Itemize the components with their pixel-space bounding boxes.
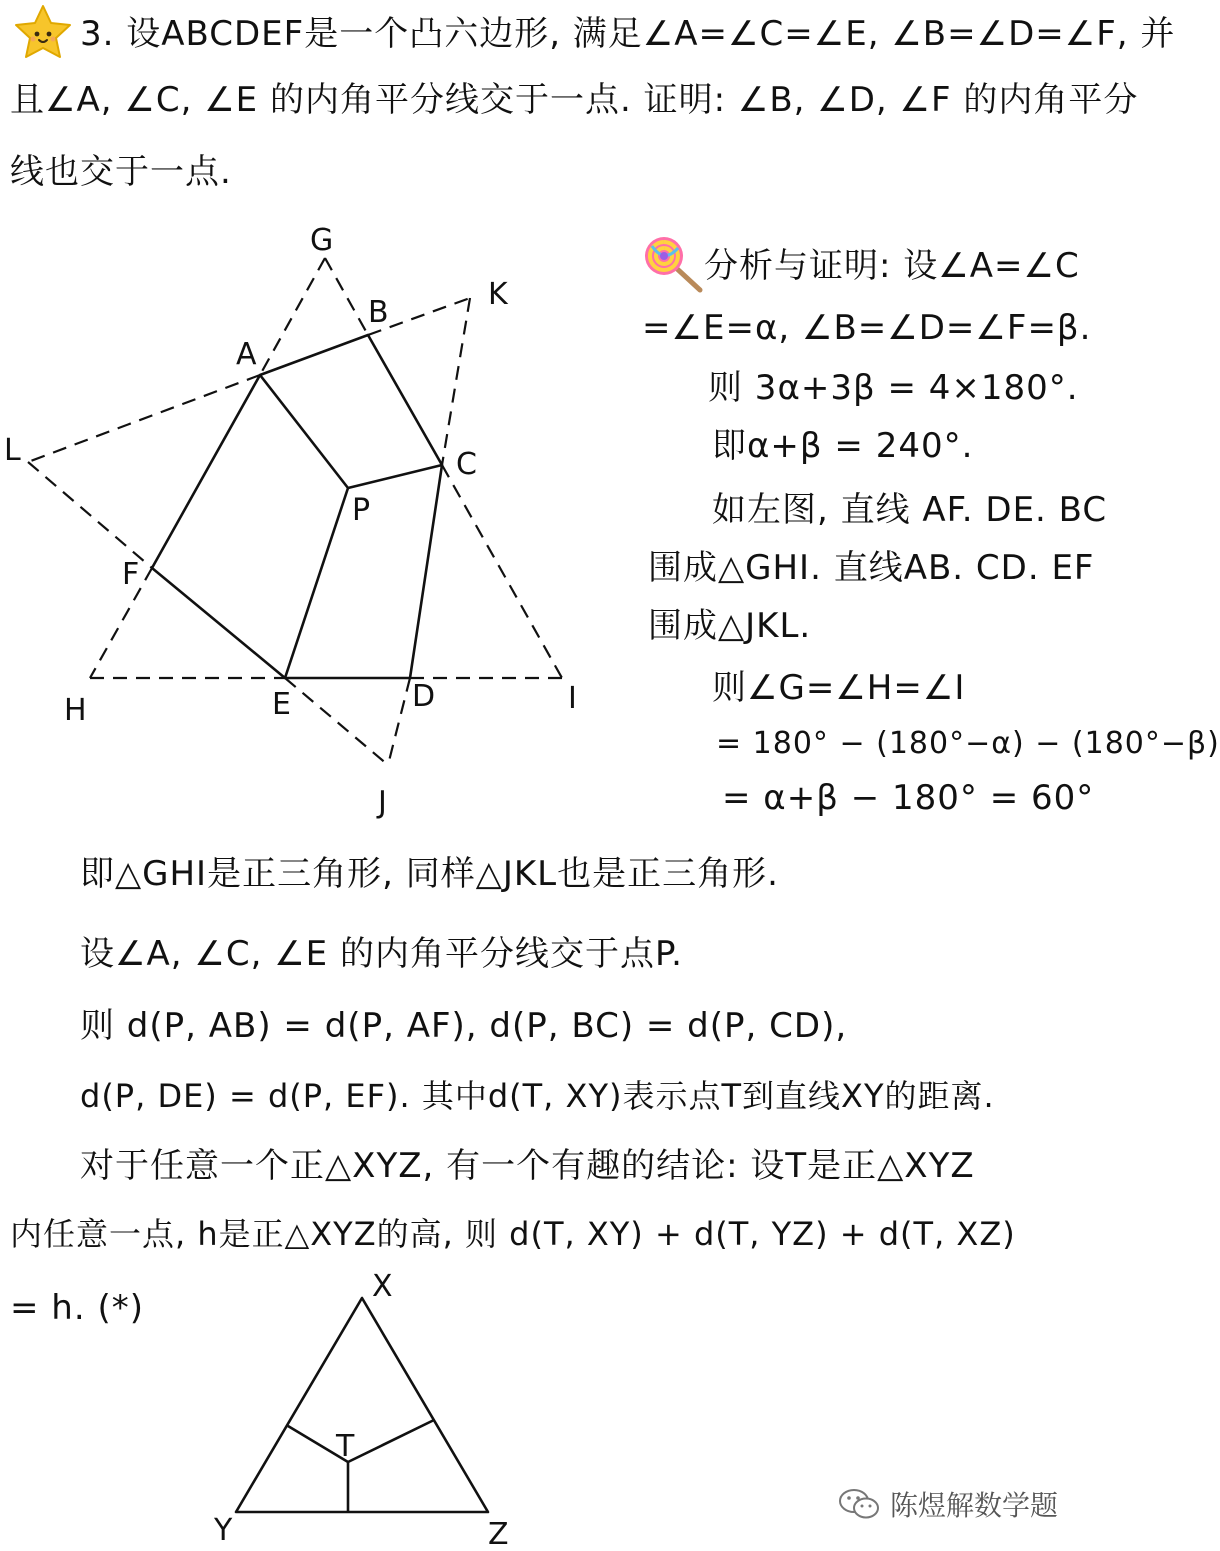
- analysis-line-4: 即α+β = 240°.: [712, 426, 974, 466]
- label-j: J: [378, 785, 387, 820]
- problem-line-1: 3. 设ABCDEF是一个凸六边形, 满足∠A=∠C=∠E, ∠B=∠D=∠F, 并: [80, 14, 1176, 54]
- label-y: Y: [214, 1513, 233, 1548]
- analysis-line-9: = 180° − (180°−α) − (180°−β): [716, 726, 1220, 761]
- problem-line-2: 且∠A, ∠C, ∠E 的内角平分线交于一点. 证明: ∠B, ∠D, ∠F 的内角平分: [10, 80, 1139, 120]
- label-l: L: [4, 433, 21, 468]
- label-e: E: [272, 687, 291, 722]
- analysis-line-8: 则∠G=∠H=∠I: [712, 668, 966, 708]
- watermark-text: 陈煜解数学题: [890, 1489, 1059, 1522]
- body-line-2: 设∠A, ∠C, ∠E 的内角平分线交于点P.: [80, 934, 683, 974]
- label-g: G: [310, 223, 334, 258]
- body-line-3: 则 d(P, AB) = d(P, AF), d(P, BC) = d(P, CD),: [80, 1006, 848, 1046]
- problem-line-3: 线也交于一点.: [10, 152, 232, 192]
- triangle-xyz: [236, 1298, 488, 1512]
- wechat-icon: [838, 1487, 880, 1521]
- label-z: Z: [488, 1517, 509, 1551]
- analysis-line-1: 分析与证明: 设∠A=∠C: [704, 246, 1080, 286]
- label-k: K: [488, 277, 508, 312]
- label-b: B: [368, 295, 389, 330]
- analysis-line-10: = α+β − 180° = 60°: [722, 778, 1095, 818]
- body-line-5: 对于任意一个正△XYZ, 有一个有趣的结论: 设T是正△XYZ: [80, 1146, 975, 1186]
- label-f: F: [122, 557, 140, 592]
- analysis-line-3: 则 3α+3β = 4×180°.: [708, 368, 1079, 408]
- analysis-line-5: 如左图, 直线 AF. DE. BC: [712, 490, 1108, 530]
- body-line-7: = h. (*): [10, 1288, 144, 1328]
- label-a: A: [236, 337, 257, 372]
- lollipop-icon: [640, 234, 706, 294]
- label-x: X: [372, 1269, 393, 1304]
- label-h: H: [64, 693, 87, 728]
- analysis-line-6: 围成△GHI. 直线AB. CD. EF: [648, 548, 1095, 588]
- label-p: P: [352, 493, 371, 528]
- analysis-line-2: =∠E=α, ∠B=∠D=∠F=β.: [642, 308, 1092, 348]
- label-c: C: [456, 447, 477, 482]
- body-line-1: 即△GHI是正三角形, 同样△JKL也是正三角形.: [80, 854, 779, 894]
- analysis-line-7: 围成△JKL.: [648, 606, 812, 646]
- perp-t-xz: [348, 1420, 434, 1462]
- label-i: I: [568, 681, 577, 716]
- watermark: [838, 1484, 1058, 1524]
- label-t: T: [336, 1429, 355, 1464]
- body-line-6: 内任意一点, h是正△XYZ的高, 则 d(T, XY) + d(T, YZ) + d(T, XZ): [10, 1215, 1016, 1253]
- label-d: D: [412, 679, 436, 714]
- body-line-4: d(P, DE) = d(P, EF). 其中d(T, XY)表示点T到直线XY的距离.: [80, 1077, 995, 1115]
